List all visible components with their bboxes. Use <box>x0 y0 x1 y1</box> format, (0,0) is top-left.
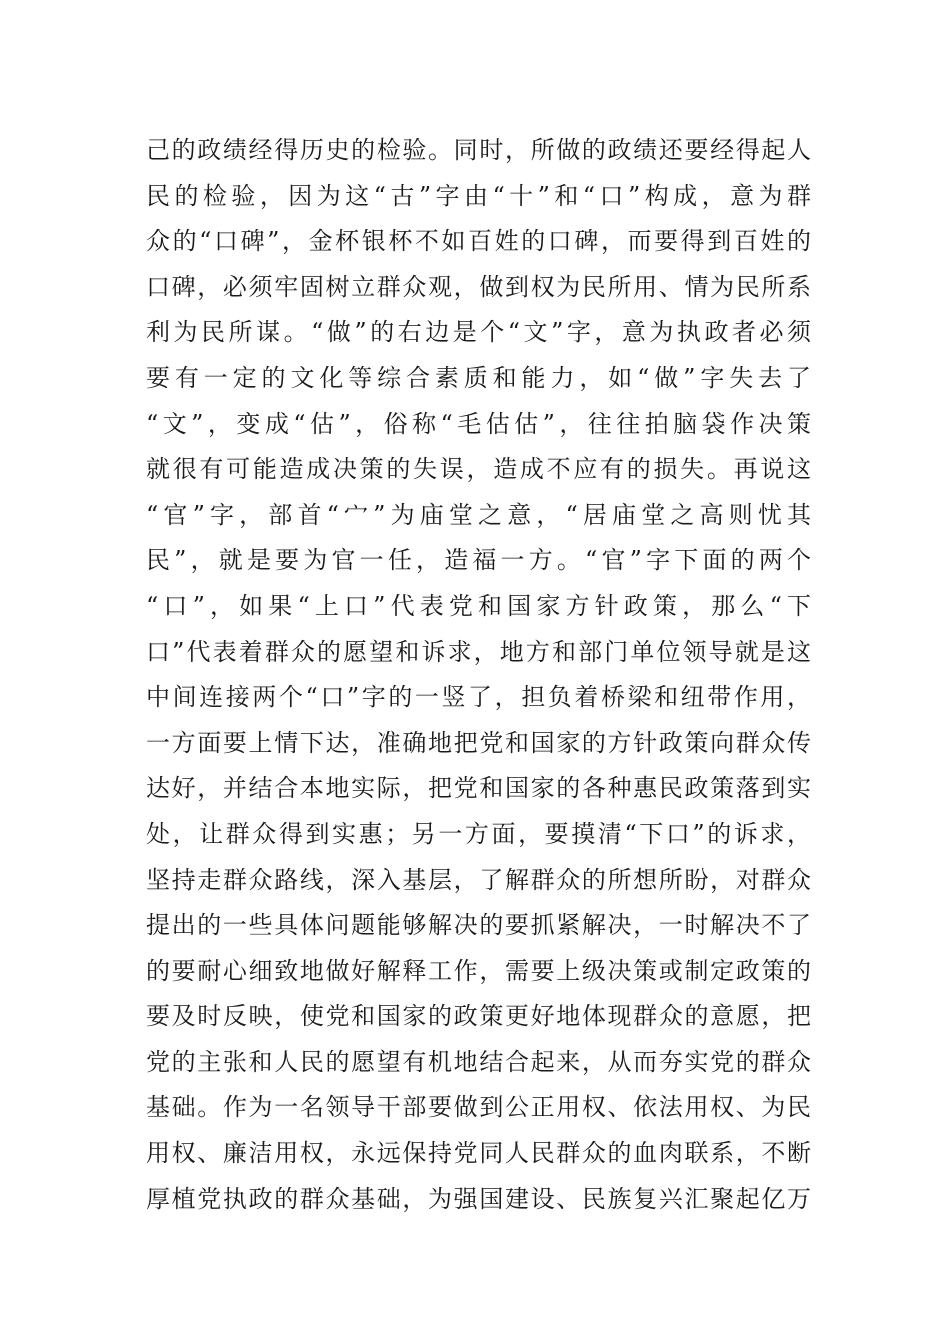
text-line: 口碑，必须牢固树立群众观，做到权为民所用、情为民所系 <box>146 272 811 301</box>
text-line: “官”字，部首“宀”为庙堂之意，“居庙堂之高则忧其 <box>146 500 811 529</box>
text-line: 处，让群众得到实惠；另一方面，要摸清“下口”的诉求， <box>146 819 811 848</box>
text-line: 民的检验，因为这“古”字由“十”和“口”构成，意为群 <box>146 181 811 210</box>
text-line: 民”，就是要为官一任，造福一方。“官”字下面的两个 <box>146 546 811 575</box>
text-line: 一方面要上情下达，准确地把党和国家的方针政策向群众传 <box>146 728 811 757</box>
text-line: “文”，变成“估”，俗称“毛估估”，往往拍脑袋作决策 <box>146 409 811 438</box>
text-line: 众的“口碑”，金杯银杯不如百姓的口碑，而要得到百姓的 <box>146 227 811 256</box>
text-line: 要及时反映，使党和国家的政策更好地体现群众的意愿，把 <box>146 1002 811 1031</box>
text-line: 就很有可能造成决策的失误，造成不应有的损失。再说这 <box>146 455 811 484</box>
text-line: 达好，并结合本地实际，把党和国家的各种惠民政策落到实 <box>146 774 811 803</box>
text-line: 中间连接两个“口”字的一竖了，担负着桥梁和纽带作用， <box>146 683 811 712</box>
text-line: 党的主张和人民的愿望有机地结合起来，从而夯实党的群众 <box>146 1047 811 1076</box>
text-line: “口”，如果“上口”代表党和国家方针政策，那么“下 <box>146 591 811 620</box>
text-line: 的要耐心细致地做好解释工作，需要上级决策或制定政策的 <box>146 956 811 985</box>
text-line: 基础。作为一名领导干部要做到公正用权、依法用权、为民 <box>146 1093 811 1122</box>
text-line: 要有一定的文化等综合素质和能力，如“做”字失去了 <box>146 363 811 392</box>
text-line: 口”代表着群众的愿望和诉求，地方和部门单位领导就是这 <box>146 637 811 666</box>
text-line: 提出的一些具体问题能够解决的要抓紧解决，一时解决不了 <box>146 911 811 940</box>
text-line: 坚持走群众路线，深入基层，了解群众的所想所盼，对群众 <box>146 865 811 894</box>
text-line: 用权、廉洁用权，永远保持党同人民群众的血肉联系，不断 <box>146 1139 811 1168</box>
text-line: 己的政绩经得历史的检验。同时，所做的政绩还要经得起人 <box>146 136 811 164</box>
text-line: 厚植党执政的群众基础，为强国建设、民族复兴汇聚起亿万 <box>146 1184 811 1213</box>
text-line: 利为民所谋。“做”的右边是个“文”字，意为执政者必须 <box>146 318 811 347</box>
body-paragraph <box>146 128 811 1222</box>
